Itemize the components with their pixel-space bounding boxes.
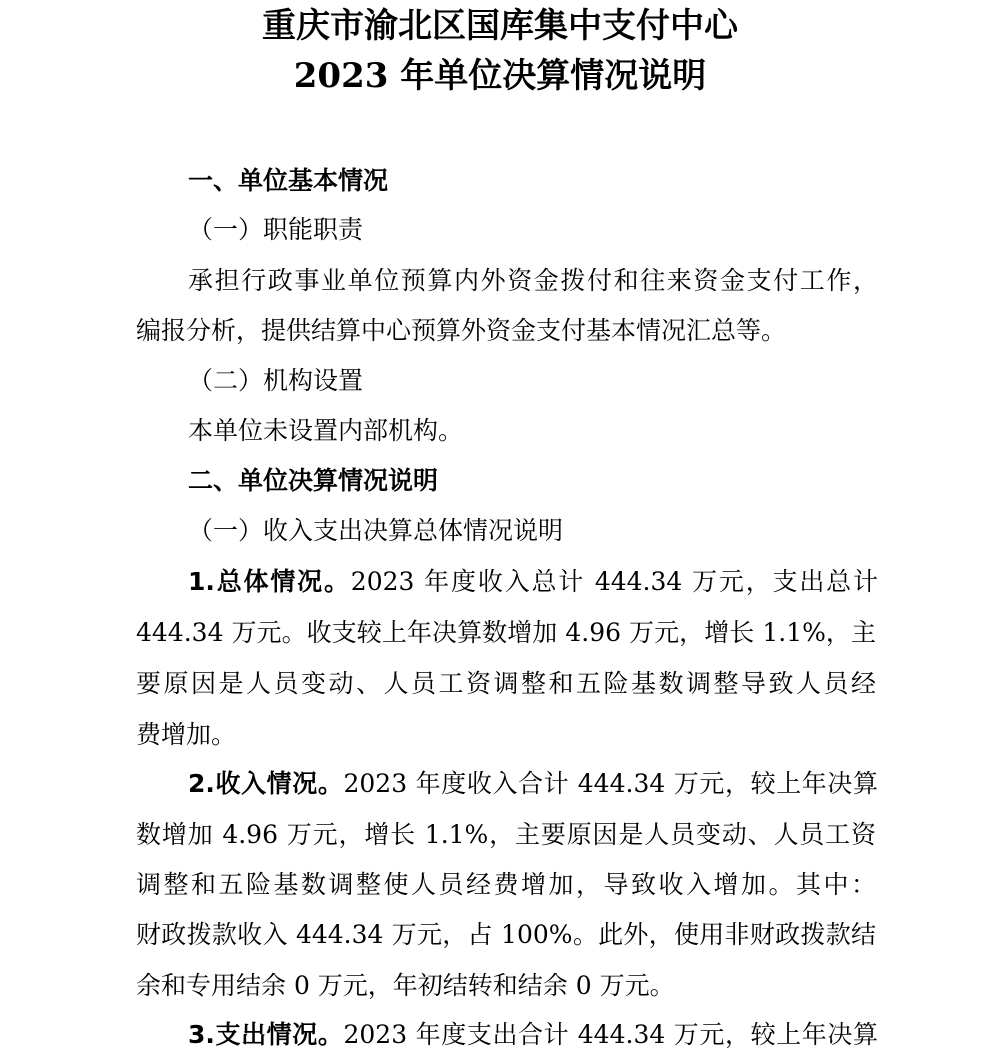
paragraph-expense-line-1 [188,1018,878,1052]
paragraph-income-lead: 2.收入情况。 [188,769,344,798]
section-heading-basic-info: 一、单位基本情况 [188,166,389,195]
subsection-heading-income-expense-overview: （一）收入支出决算总体情况说明 [188,516,564,545]
paragraph-income-line-1-text: 2023 年度收入合计 444.34 万元，较上年决算 [343,769,878,798]
subsection-heading-functions: （一）职能职责 [188,215,364,244]
paragraph-overall-line-2: 444.34 万元。收支较上年决算数增加 4.96 万元，增长 1.1%，主 [136,618,876,647]
paragraph-expense-lead: 3.支出情况。 [188,1020,344,1049]
paragraph-income-line-5: 余和专用结余 0 万元，年初结转和结余 0 万元。 [136,971,675,1000]
paragraph-income-line-3: 调整和五险基数调整使人员经费增加，导致收入增加。其中： [136,870,876,899]
paragraph-income-line-1 [188,767,878,801]
paragraph-functions-line-1: 承担行政事业单位预算内外资金拨付和往来资金支付工作， [188,266,878,295]
paragraph-functions-line-2: 编报分析，提供结算中心预算外资金支付基本情况汇总等。 [136,316,787,345]
document-title-line-1: 重庆市渝北区国库集中支付中心 [262,6,738,46]
paragraph-overall-line-1 [188,565,878,599]
subsection-heading-organization: （二）机构设置 [188,366,364,395]
paragraph-income-line-4: 财政拨款收入 444.34 万元，占 100%。此外，使用非财政拨款结 [136,920,876,949]
paragraph-expense-line-1-text: 2023 年度支出合计 444.34 万元，较上年决算 [343,1020,878,1049]
paragraph-overall-line-4: 费增加。 [136,720,237,749]
section-heading-final-accounts: 二、单位决算情况说明 [188,466,439,495]
paragraph-overall-line-3: 要原因是人员变动、人员工资调整和五险基数调整导致人员经 [136,669,876,698]
paragraph-overall-lead: 1.总体情况。 [188,567,351,596]
document-title-line-2: 2023 年单位决算情况说明 [293,56,707,96]
paragraph-organization-line-1: 本单位未设置内部机构。 [188,416,464,445]
paragraph-overall-line-1-text: 2023 年度收入总计 444.34 万元，支出总计 [350,567,878,596]
paragraph-income-line-2: 数增加 4.96 万元，增长 1.1%，主要原因是人员变动、人员工资 [136,820,876,849]
